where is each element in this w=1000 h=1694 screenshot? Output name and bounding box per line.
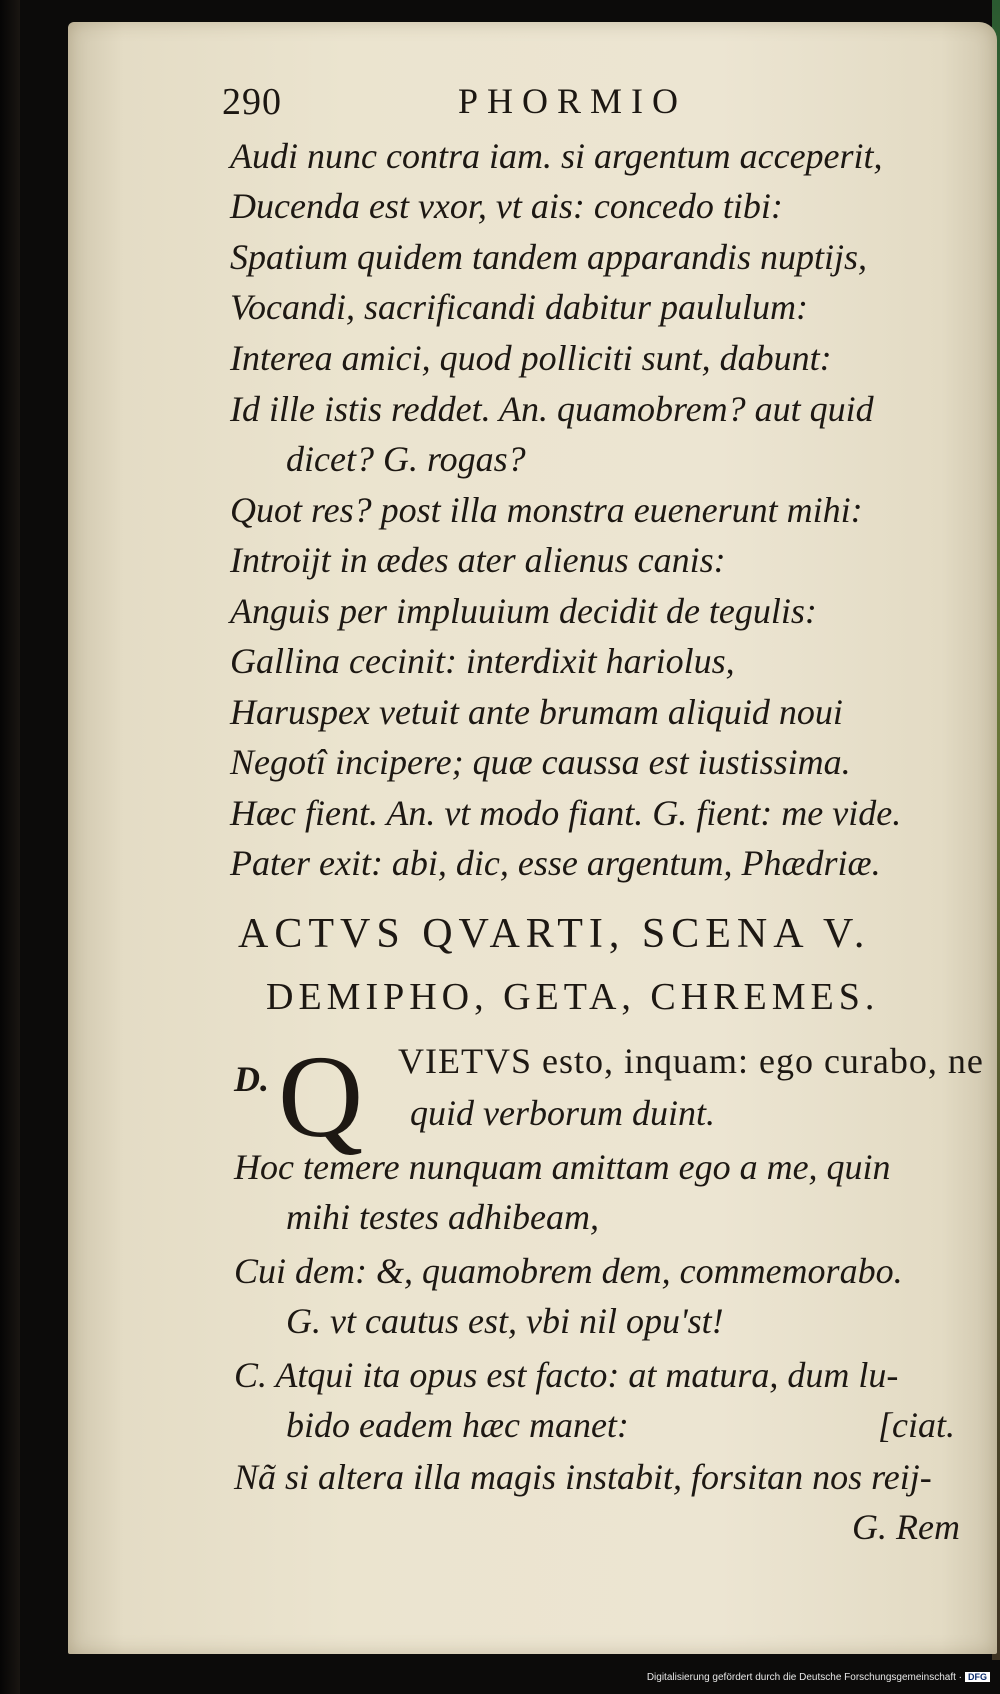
verse-line: dicet? G. rogas?	[286, 439, 526, 479]
verse-line: Nã si altera illa magis instabit, forsitan nos reij-	[234, 1457, 932, 1497]
scene-persons: DEMIPHO, GETA, CHREMES.	[266, 976, 880, 1018]
digitization-footer	[647, 1672, 990, 1683]
footer-credit: Digitalisierung gefördert durch die Deutsche Forschungsgemeinschaft ·	[646, 1672, 962, 1683]
verse-line-turnover: [ciat.	[878, 1405, 955, 1445]
verse-line: Gallina cecinit: interdixit hariolus,	[230, 641, 735, 681]
verse-line: Anguis per impluuium decidit de tegulis:	[230, 591, 817, 631]
verse-line: Negotî incipere; quæ caussa est iustissima.	[230, 742, 851, 782]
verse-line: Quot res? post illa monstra euenerunt mihi:	[230, 490, 863, 530]
verse-line: mihi testes adhibeam,	[286, 1197, 599, 1237]
verse-line: quid verborum duint.	[410, 1093, 715, 1133]
verse-line: Id ille istis reddet. An. quamobrem? aut quid	[230, 389, 874, 429]
verse-line: Haruspex vetuit ante brumam aliquid noui	[230, 692, 843, 732]
verse-line: Hæc fient. An. vt modo fiant. G. fient: me vide.	[230, 793, 902, 833]
verse-line-first: VIETVS esto, inquam: ego curabo, ne	[398, 1041, 984, 1081]
drop-capital: Q	[278, 1031, 364, 1162]
verse-line: Interea amici, quod polliciti sunt, dabunt:	[230, 338, 832, 378]
verse-line: Cui dem: &, quamobrem dem, commemorabo.	[234, 1251, 903, 1291]
verse-line: Introijt in ædes ater alienus canis:	[230, 540, 726, 580]
verse-line: Vocandi, sacrificandi dabitur paululum:	[230, 287, 808, 327]
verse-line: C. Atqui ita opus est facto: at matura, dum lu-	[234, 1355, 899, 1395]
verse-line: Audi nunc contra iam. si argentum acceperit,	[230, 136, 883, 176]
verse-line: bido eadem hæc manet:	[286, 1405, 629, 1445]
verse-line: G. vt cautus est, vbi nil opu'st!	[286, 1301, 724, 1341]
page-number: 290	[222, 81, 282, 123]
book-spine-edge	[0, 0, 20, 1694]
verse-line: Hoc temere nunquam amittam ego a me, quin	[234, 1147, 891, 1187]
verse-line: Pater exit: abi, dic, esse argentum, Phædriæ.	[230, 843, 881, 883]
speaker-label: D.	[234, 1059, 269, 1099]
scene-heading: ACTVS QVARTI, SCENA V.	[238, 911, 871, 957]
dfg-logo-icon: DFG	[965, 1672, 990, 1682]
verse-line: Spatium quidem tandem apparandis nuptijs,	[230, 237, 867, 277]
catchword: G. Rem	[852, 1507, 960, 1547]
running-head: PHORMIO	[458, 81, 688, 121]
verse-line: Ducenda est vxor, vt ais: concedo tibi:	[230, 186, 783, 226]
